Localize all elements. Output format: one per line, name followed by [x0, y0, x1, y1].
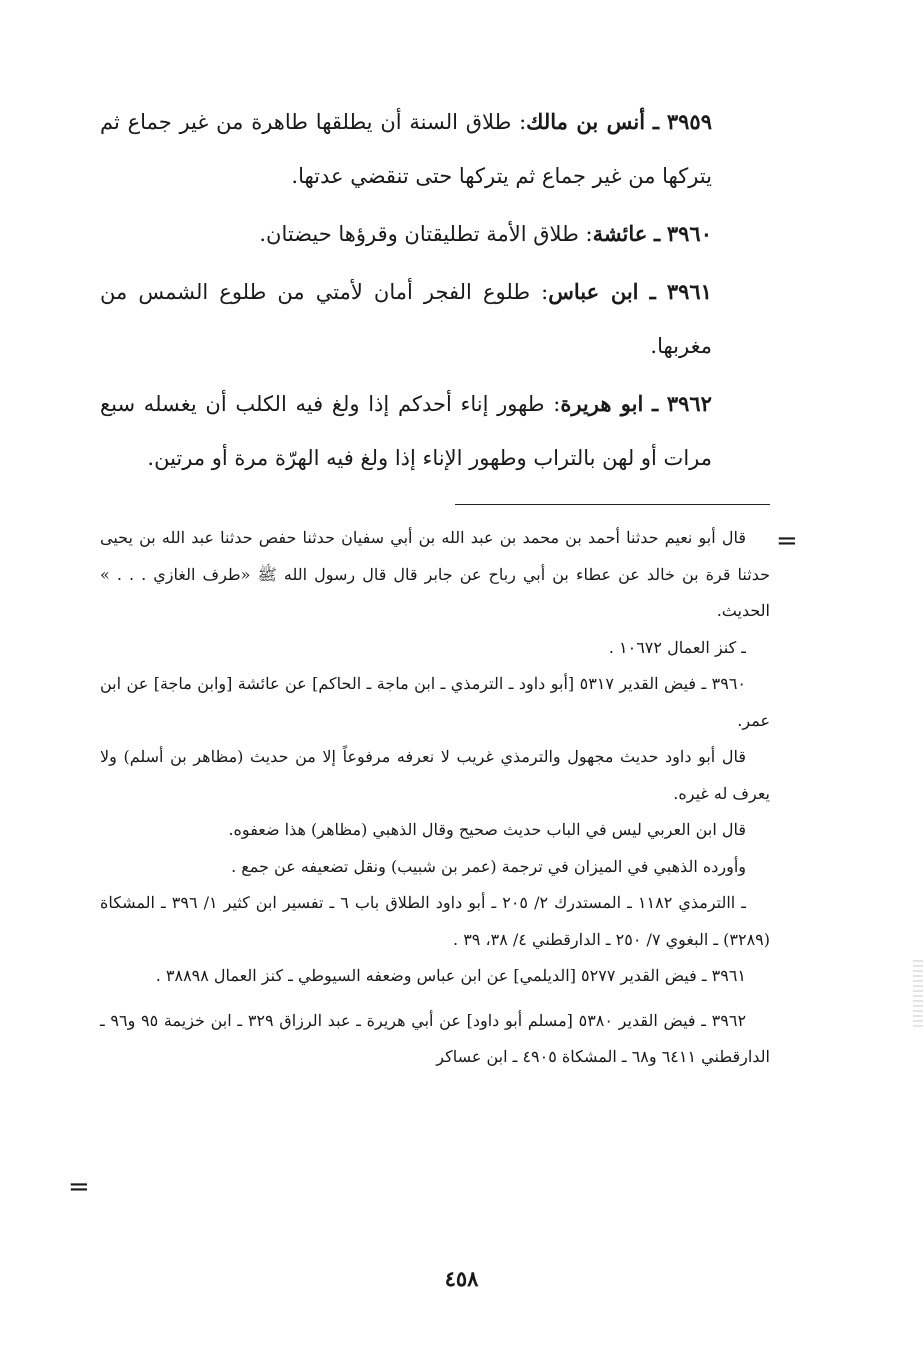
hadith-text: طلاق السنة أن يطلقها طاهرة من غير جماع ثم يتركها من غير جماع ثم يتركها حتى تنقضي عدتها.	[100, 110, 712, 188]
footnote-paragraph: قال أبو داود حديث مجهول والترمذي غريب لا نعرفه مرفوعاً إلا من حديث (مظاهر بن أسلم) ولا يعرف له غيره.	[100, 747, 770, 803]
hadith-narrator: عائشة	[592, 221, 648, 246]
entry-colon: :	[519, 110, 527, 134]
footnote-paragraph: ـ االترمذي ١١٨٢ ـ المستدرك ٢/ ٢٠٥ ـ أبو داود الطلاق باب ٦ ـ تفسير ابن كثير ١/ ٣٩٦ ـ المشكاة (٣٢٨٩) ـ البغوي ٧/ ٢٥٠ ـ الدارقطني ٤/ ٣٨، ٣٩ .	[100, 893, 770, 949]
scan-edge-noise	[913, 960, 923, 1030]
footnote-paragraph: ٣٩٦٠ ـ فيض القدير ٥٣١٧ [أبو داود ـ الترمذي ـ ابن ماجة ـ الحاكم] عن عائشة [وابن ماجة] عن ابن عمر.	[100, 674, 770, 730]
entry-colon: :	[585, 222, 593, 246]
hadith-entries	[100, 95, 712, 489]
hadith-narrator: ابن عباس	[548, 279, 639, 304]
entry-dash: ـ	[651, 391, 659, 416]
footnote-paragraph: ٣٩٦١ ـ فيض القدير ٥٢٧٧ [الديلمي] عن ابن عباس وضعفه السيوطي ـ كنز العمال ٣٨٨٩٨ .	[155, 966, 746, 985]
hadith-text: طهور إناء أحدكم إذا ولغ فيه الكلب أن يغسله سبع مرات أو لهن بالتراب وطهور الإناء إذا ولغ فيه الهرّة مرة أو مرتين.	[100, 392, 712, 470]
footnotes	[100, 520, 770, 1076]
hadith-entry	[100, 265, 712, 373]
entry-colon: :	[541, 280, 549, 304]
entry-dash: ـ	[649, 279, 656, 304]
hadith-narrator: أنس بن مالك	[526, 109, 646, 134]
hadith-entry	[100, 95, 712, 203]
footnote-paragraph: ٣٩٦٢ ـ فيض القدير ٥٣٨٠ [مسلم أبو داود] عن أبي هريرة ـ عبد الرزاق ٣٢٩ ـ ابن خزيمة ٩٥ و٩٦ ـ الدارقطني ٦٤١١ و٦٨ ـ المشكاة ٤٩٠٥ ـ ابن عساكر	[100, 1010, 770, 1066]
footnote-divider	[455, 504, 770, 505]
hadith-number: ٣٩٦٠	[666, 221, 712, 246]
entry-dash: ـ	[654, 221, 661, 246]
footnote-paragraph: وأورده الذهبي في الميزان في ترجمة (عمر بن شبيب) ونقل تضعيفه عن جمع .	[231, 856, 746, 876]
hadith-number: ٣٩٦١	[666, 279, 712, 304]
hadith-text: طلوع الفجر أمان لأمتي من طلوع الشمس من مغربها.	[100, 280, 712, 358]
footnote-paragraph: ـ كنز العمال ١٠٦٧٢ .	[608, 637, 746, 657]
continuation-mark-bottom: =	[68, 1172, 90, 1202]
footnote-paragraph: قال أبو نعيم حدثنا أحمد بن محمد بن عبد الله بن أبي سفيان حدثنا حفص حدثنا عبد الله بن يحيى حدثنا قرة بن خالد عن عطاء بن أبي رباح عن جابر قال قال رسول الله ﷺ «طرف الغازي . . . » الحديث.	[100, 528, 771, 620]
footnote-paragraph: قال ابن العربي ليس في الباب حديث صحيح وقال الذهبي (مظاهر) هذا ضعفوه.	[228, 820, 746, 839]
page-number: ٤٥٨	[444, 1266, 479, 1291]
hadith-number: ٣٩٥٩	[666, 109, 712, 134]
hadith-entry	[100, 377, 712, 485]
continuation-mark-top: =	[776, 526, 798, 556]
entry-colon: :	[553, 392, 561, 416]
hadith-text: طلاق الأمة تطليقتان وقرؤها حيضتان.	[259, 222, 579, 246]
hadith-entry	[100, 207, 712, 261]
hadith-number: ٣٩٦٢	[666, 391, 712, 416]
entry-dash: ـ	[652, 109, 660, 134]
hadith-narrator: ابو هريرة	[560, 391, 644, 416]
